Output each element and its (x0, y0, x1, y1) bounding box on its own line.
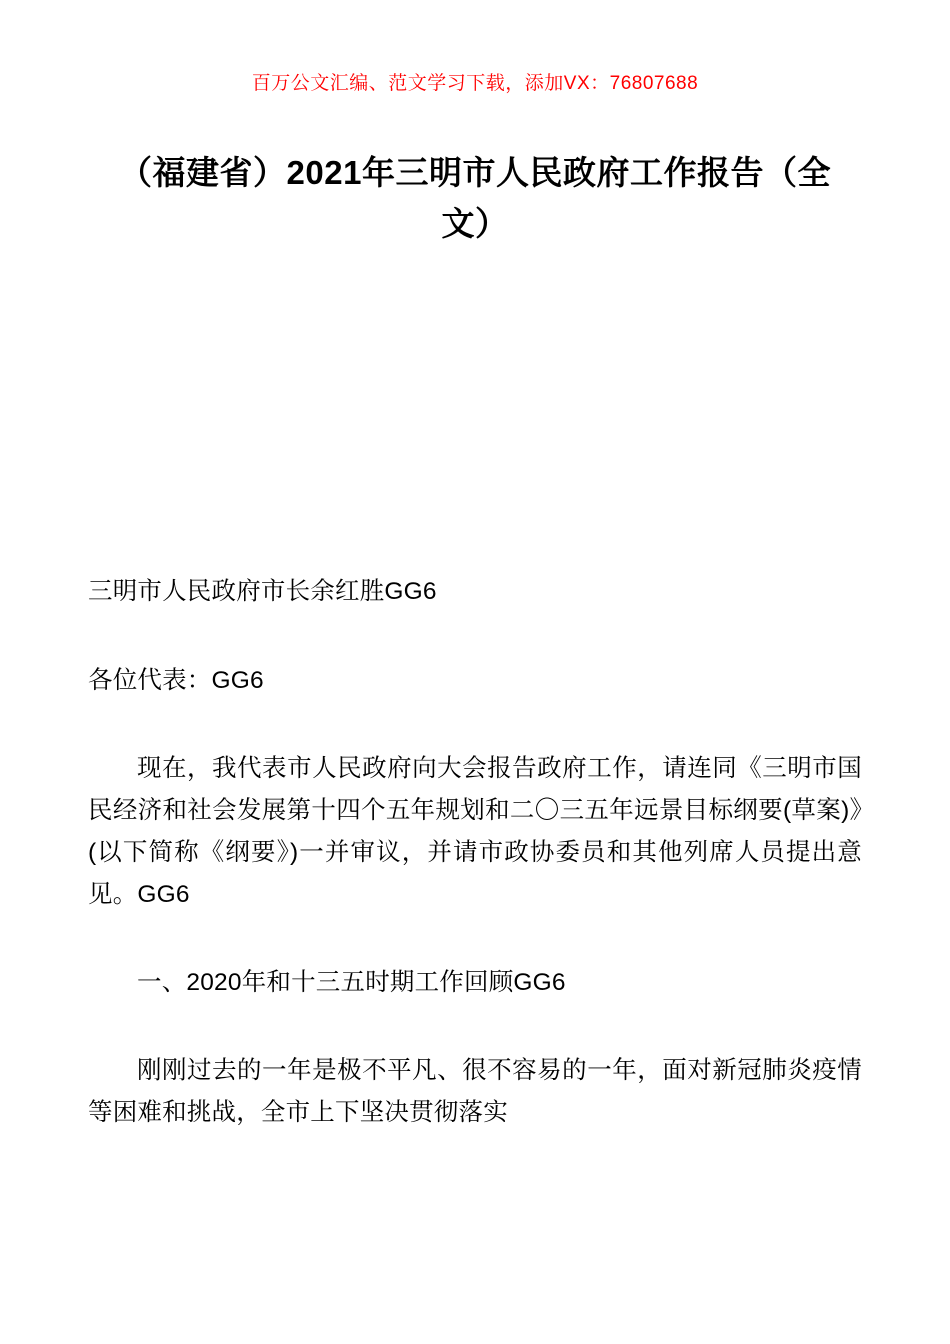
paragraph-author: 三明市人民政府市长余红胜GG6 (88, 578, 437, 606)
page-title: （福建省）2021年三明市人民政府工作报告（全文） (119, 154, 831, 243)
paragraph-salutation: 各位代表：GG6 (88, 666, 264, 694)
document-body (88, 571, 862, 1134)
paragraph-intro: 现在，我代表市人民政府向大会报告政府工作，请连同《三明市国民经济和社会发展第十四个五年规划和二〇三五年远景目标纲要(草案)》(以下简称《纲要》)一并审议，并请市政协委员和其他列席人员提出意见。GG6 (88, 754, 862, 909)
paragraph-section-heading-1: 一、2020年和十三五时期工作回顾GG6 (137, 969, 566, 997)
paragraph-review-1: 刚刚过去的一年是极不平凡、很不容易的一年，面对新冠肺炎疫情等困难和挑战，全市上下坚决贯彻落实 (88, 1057, 862, 1127)
title-body-spacer (88, 271, 862, 571)
watermark-text: 百万公文汇编、范文学习下载，添加VX：76807688 (251, 73, 699, 94)
